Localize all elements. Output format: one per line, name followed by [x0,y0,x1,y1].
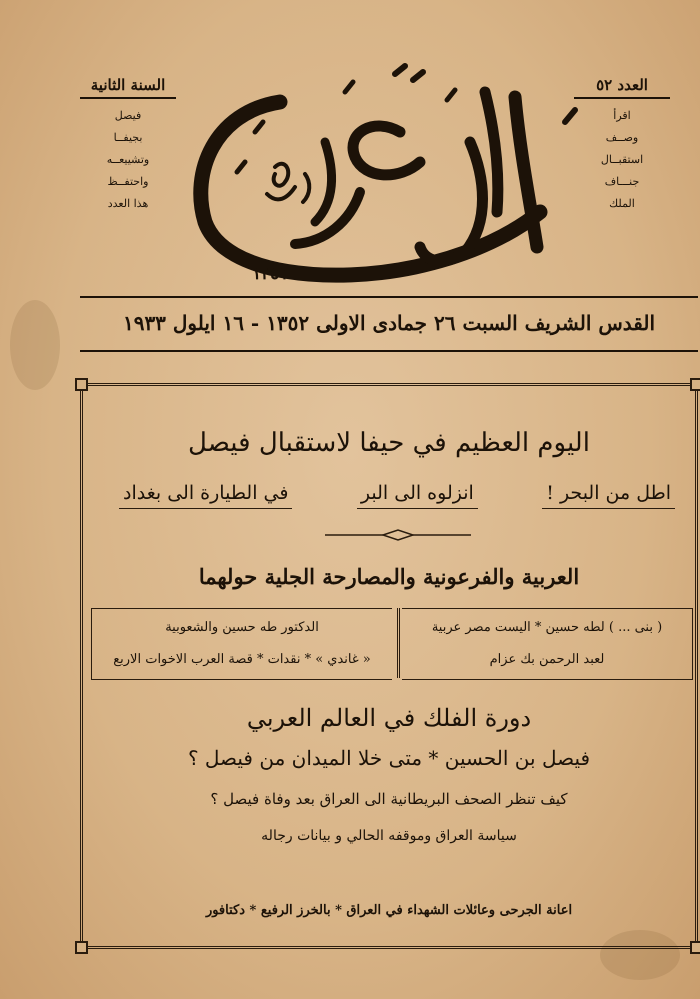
issue-number: العدد ٥٢ [574,76,670,99]
dateline: القدس الشريف السبت ٢٦ جمادى الاولى ١٣٥٢ - ١٦ ايلول ١٩٣٣ [122,311,656,335]
frame-corner-ornament [75,378,88,391]
volume-teaser-item: فيصل [114,109,142,122]
dateline-bottom-rule [80,350,698,352]
masthead-calligraphy [185,62,595,292]
article-box-taha-hussein [91,608,392,680]
volume-year-box [80,76,176,215]
volume-teaser-item: بجيفــا [113,131,143,144]
frame-corner-ornament [690,941,700,954]
subhead: في الطيارة الى بغداد [119,482,292,509]
volume-teaser-list [80,105,176,215]
volume-teaser-item: واحتفــظ [107,175,149,188]
paper-stain [10,300,60,390]
subhead-faisal-hussein: فيصل بن الحسين * متى خلا الميدان من فيصل ؟ [187,746,591,770]
article-line: لعبد الرحمن بك عزام [489,652,605,667]
headline-arab-world: دورة الفلك في العالم العربي [246,704,532,732]
subhead-british-press: كيف تنظر الصحف البريطانية الى العراق بعد وفاة فيصل ؟ [210,790,568,808]
frame-corner-ornament [75,941,88,954]
frame-corner-ornament [690,378,700,391]
volume-teaser-item: وتشييعــه [106,153,150,166]
subhead-iraq-policy: سياسة العراق وموقفه الحالي و بيانات رجاله [261,828,517,844]
article-line: « غاندي » * نقدات * قصة العرب الاخوات الاربع [113,652,371,667]
article-boxes [91,608,693,680]
headline-arabism: العربية والفرعونية والمصارحة الجلية حولهما [198,564,580,589]
faisal-subheads [119,482,675,509]
article-line: الدكتور طه حسين والشعوبية [165,620,319,635]
volume-teaser-item: هذا العدد [107,197,149,210]
issue-teaser-item: جنـــاف [604,175,640,188]
divider-ornament [323,528,473,542]
volume-year: السنة الثانية [80,76,176,99]
contents-frame [80,383,698,949]
footer-notice: اعانة الجرحى وعائلات الشهداء في العراق * بالخرز الرفيع * دكتافور [205,903,573,918]
article-line: ( بنى ... ) لطه حسين * اليست مصر عربية [431,620,663,635]
issue-teaser-item: الملك [609,197,635,210]
subhead: اطل من البحر ! [542,482,675,509]
subhead: انزلوه الى البر [357,482,478,509]
headline-faisal-haifa: اليوم العظيم في حيفا لاستقبال فيصل [188,428,590,458]
dateline-top-rule [80,296,698,298]
issue-teaser-item: وصــف [605,131,639,144]
issue-teaser-item: استقبــال [600,153,644,166]
issue-teaser-item: اقرأ [613,109,631,122]
article-box-azzam [402,608,693,680]
box-divider [397,608,400,678]
masthead-year: ١٣٥١ [252,264,289,284]
